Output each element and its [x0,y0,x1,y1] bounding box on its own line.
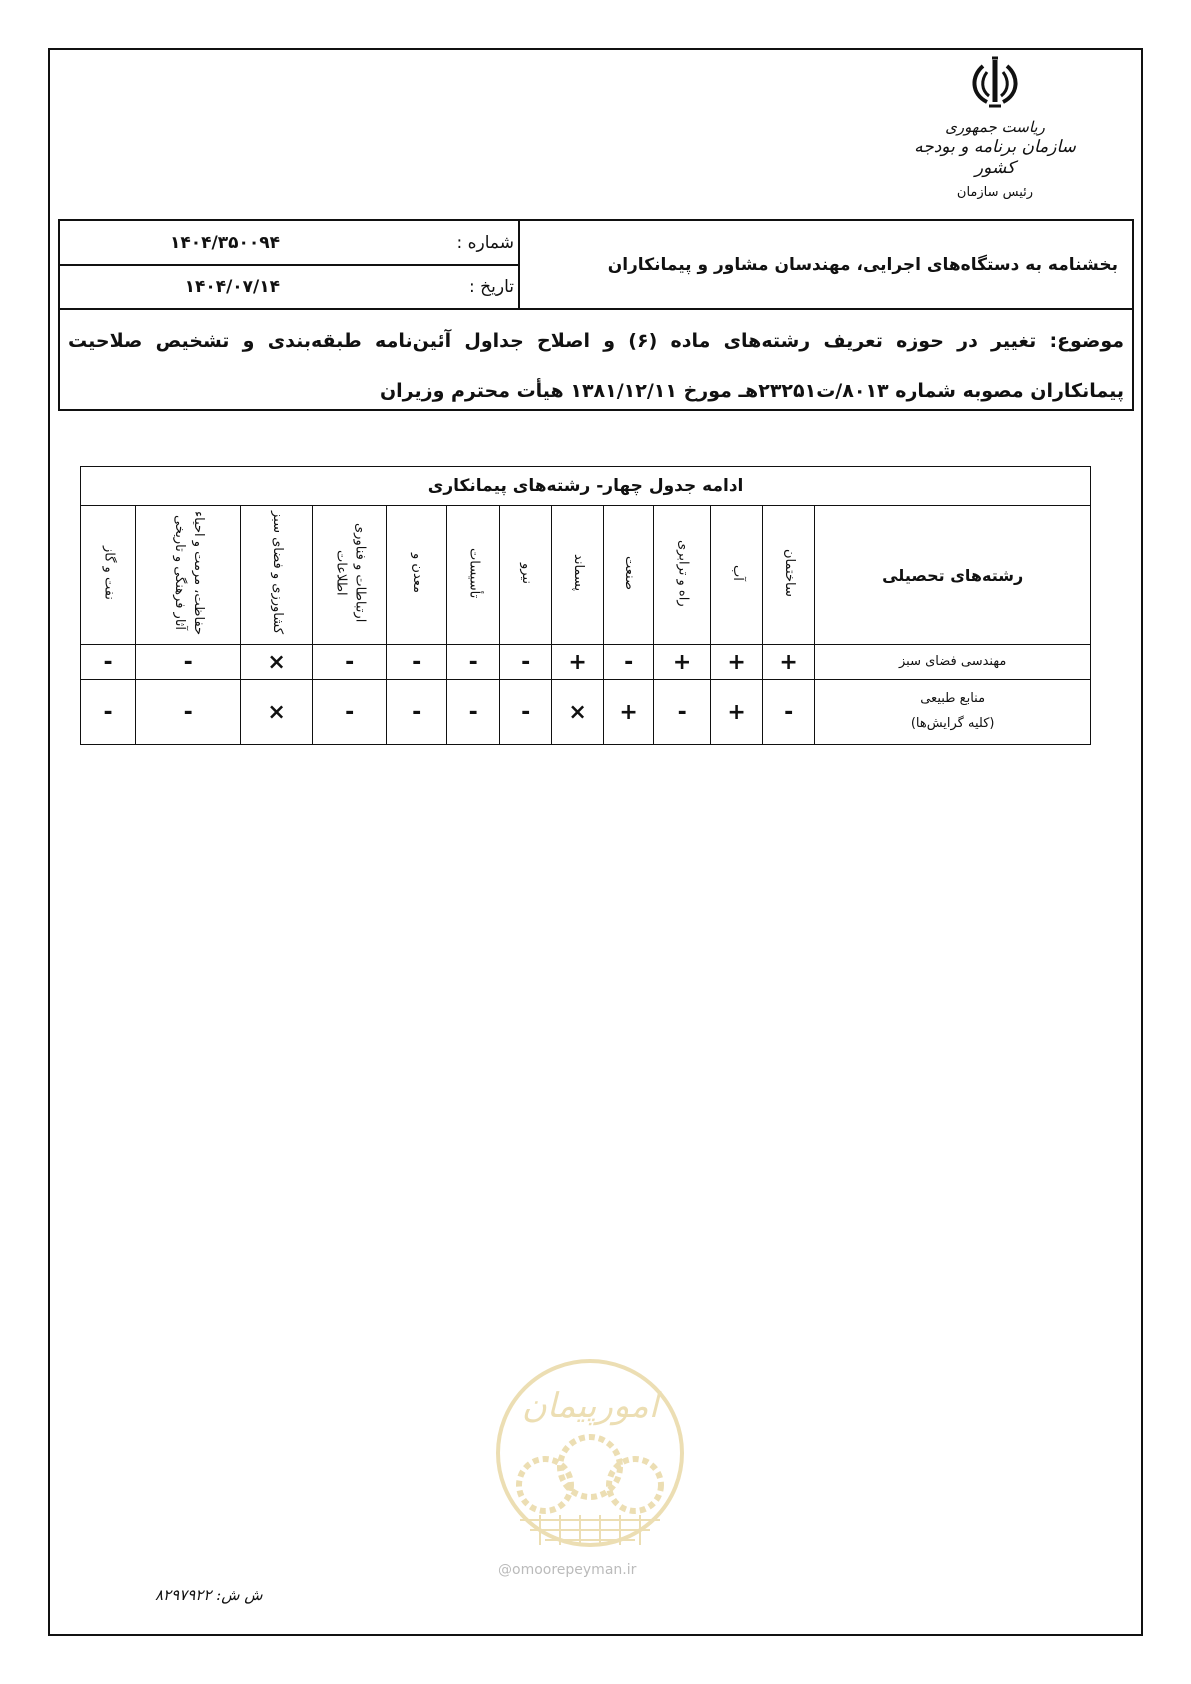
table-cell: + [711,645,763,680]
column-header: راه و ترابری [654,506,711,645]
major-name-sub: (کلیه گرایش‌ها) [910,716,995,731]
table-cell: × [552,680,604,745]
table-cell: - [604,645,654,680]
table-cell: - [136,680,241,745]
column-header: کشاورزی و فضای سبز [241,506,313,645]
iran-emblem-icon [965,56,1025,112]
column-header: تأسیسات [447,506,500,645]
table-cell: + [654,645,711,680]
table-cell: × [241,680,313,745]
major-name-main: منابع طبیعی [920,691,986,707]
date-row [60,265,520,308]
recipients: بخشنامه به دستگاه‌های اجرایی، مهندسان مشاور و پیمانکاران [518,221,1132,308]
svg-text:امورپیمان: امورپیمان [521,1386,659,1426]
subject: موضوع: تغییر در حوزه تعریف رشته‌های ماده (۶) و اصلاح جداول آئین‌نامه طبقه‌بندی و تشخیص صلاحیت پیمانکاران مصوبه شماره ۸۰۱۳/ت۲۳۲۵۱هـ مورخ ۱۳۸۱/۱۲/۱۱ هیأت محترم وزیران [60,308,1132,409]
table-cell: - [387,645,447,680]
table-cell: - [447,645,500,680]
column-header: ساختمان [763,506,815,645]
table-row [81,680,1091,745]
table-title: ادامه جدول چهار- رشته‌های پیمانکاری [81,467,1091,506]
table-row [81,645,1091,680]
table-cell: - [81,680,136,745]
table-cell: - [136,645,241,680]
watermark-logo-icon [490,1345,690,1560]
date-label: تاریخ : [469,276,514,297]
table-cell: × [241,645,313,680]
table-cell: - [500,645,552,680]
column-header: آب [711,506,763,645]
column-header: ارتباطات و فناوری اطلاعات [313,506,387,645]
major-header: رشته‌های تحصیلی [815,506,1091,645]
table-cell: - [313,645,387,680]
table-cell: - [387,680,447,745]
table-cell: - [81,645,136,680]
number-row [60,221,520,266]
table-cell: - [313,680,387,745]
letterhead-head: رئیس سازمان [956,185,1034,201]
table-cell: + [763,645,815,680]
number-label: شماره : [456,232,514,253]
footer-code: ش ش: ۸۲۹۷۹۲۲ [155,1586,263,1604]
table-cell: - [500,680,552,745]
table-cell: - [763,680,815,745]
letterhead-organization: سازمان برنامه و بودجه کشور [914,136,1076,178]
column-header: نیرو [500,506,552,645]
table-cell: - [654,680,711,745]
column-header: نفت و گاز [81,506,136,645]
number-value: ۱۴۰۴/۳۵۰۰۹۴ [170,232,280,253]
column-header: پسماند [552,506,604,645]
table-cell: + [552,645,604,680]
major-name: مهندسی فضای سبز [815,645,1091,680]
table-cell: - [447,680,500,745]
number-date-block [60,221,520,308]
date-value: ۱۴۰۴/۰۷/۱۴ [184,276,280,297]
header-box [58,219,1134,411]
column-header: حفاظت، مرمت و احیاء آثار فرهنگی و تاریخی [136,506,241,645]
major-name [815,680,1091,745]
letterhead [900,56,1090,202]
letterhead-presidency: ریاست جمهوری [945,118,1045,136]
table-cell: + [604,680,654,745]
watermark-url: @omoorepeyman.ir [498,1562,637,1578]
contracting-fields-table [80,466,1091,745]
column-header: معدن و [387,506,447,645]
table-cell: + [711,680,763,745]
column-header: صنعت [604,506,654,645]
